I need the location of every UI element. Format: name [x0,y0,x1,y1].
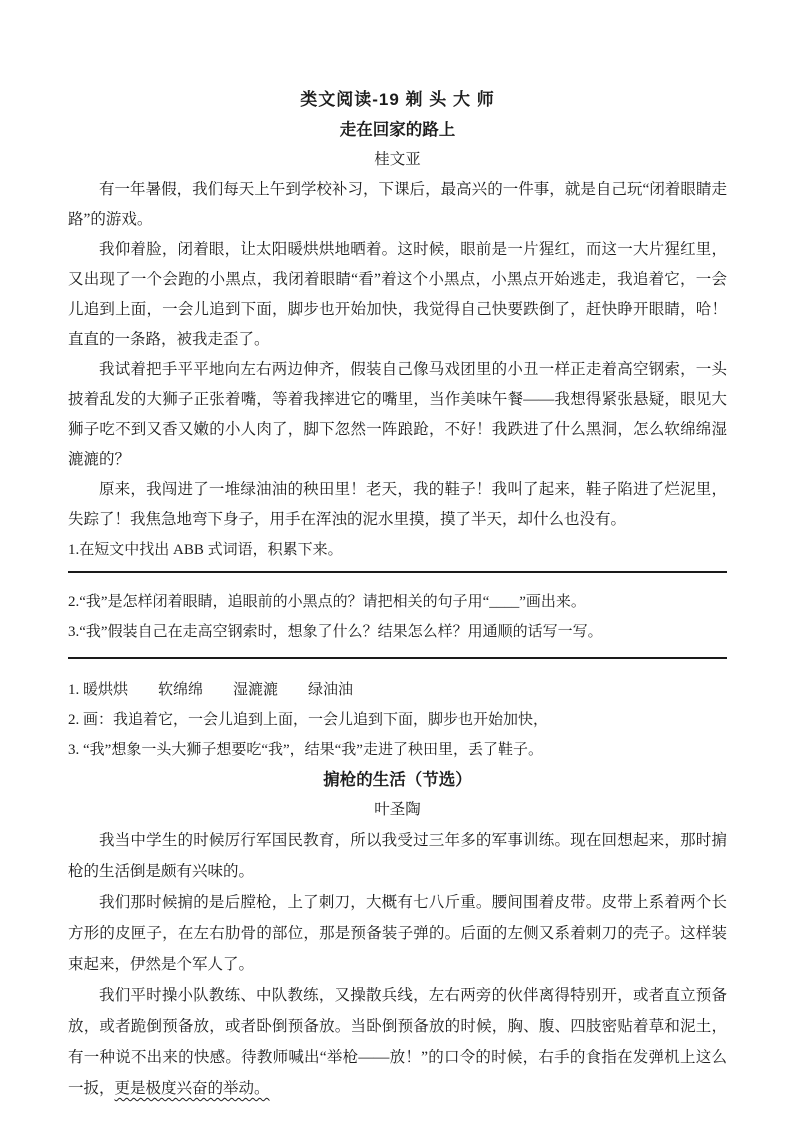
answer-key [68,659,727,765]
document-title: 类文阅读-19 剃 头 大 师 [300,90,495,109]
reading-passage-2 [68,765,727,1104]
body-paragraph: 我试着把手平平地向左右两边伸齐，假装自己像马戏团里的小丑一样正走着高空钢索，一头披着乱发的大狮子正张着嘴，等着我摔进它的嘴里，当作美味午餐——我想得紧张悬疑，眼见大狮子吃不到又香又嫩的小人肉了，脚下忽然一阵踉跄，不好！我跌进了什么黑洞，怎么软绵绵湿漉漉的？ [68,361,727,468]
question-1: 1.在短文中找出 ABB 式词语，积累下来。 [68,542,343,558]
body-paragraph: 原来，我闯进了一堆绿油油的秧田里！老天，我的鞋子！我叫了起来，鞋子陷进了烂泥里，失踪了！我焦急地弯下身子，用手在浑浊的泥水里摸，摸了半天，却什么也没有。 [68,481,727,528]
answer-1: 1. 暖烘烘 软绵绵 湿漉漉 绿油油 [68,682,354,698]
passage-1-author: 桂文亚 [374,151,421,168]
body-paragraph: 我当中学生的时候厉行军国民教育，所以我受过三年多的军事训练。现在回想起来，那时掮枪的生活倒是颇有兴味的。 [68,832,727,880]
question-box [68,571,727,659]
question-3: 3.“我”假装自己在走高空钢索时，想象了什么？结果怎么样？用通顺的话写一写。 [68,624,603,640]
passage-1-title: 走在回家的路上 [339,121,456,139]
body-paragraph: 我们那时候掮的是后膛枪，上了刺刀，大概有七八斤重。腰间围着皮带。皮带上系着两个长方形的皮匣子，在左右肋骨的部位，那是预备装子弹的。后面的左侧又系着刺刀的壳子。这样装束起来，伊然是个军人了。 [68,894,727,973]
answer-2: 2. 画：我追着它，一会儿追到上面，一会儿追到下面，脚步也开始加快， [68,712,549,728]
passage-2-title: 掮枪的生活（节选） [323,771,472,789]
paragraph-text: 我们平时操小队教练、中队教练，又操散兵线，左右两旁的伙伴离得特别开，或者直立预备放，或者跪倒预备放，或者卧倒预备放。当卧倒预备放的时候，胸、腹、四肢密贴着草和泥土，有一种说不出来的快感。待教师喊出“举枪——放！”的口令的时候，右手的食指在发弹机上这么一扳， [68,987,727,1097]
body-paragraph: 我仰着脸，闭着眼，让太阳暖烘烘地晒着。这时候，眼前是一片猩红，而这一大片猩红里，又出现了一个会跑的小黑点，我闭着眼睛“看”着这个小黑点，小黑点开始逃走，我追着它，一会儿追到上面，一会儿追到下面，脚步也开始加快，我觉得自己快要跌倒了，赶快睁开眼睛，哈！直直的一条路，被我走歪了。 [68,241,727,348]
answer-3: 3. “我”想象一头大狮子想要吃“我”，结果“我”走进了秧田里，丢了鞋子。 [68,742,543,758]
body-paragraph: 有一年暑假，我们每天上午到学校补习，下课后，最高兴的一件事，就是自己玩“闭着眼睛走路”的游戏。 [68,181,727,228]
question-2: 2.“我”是怎样闭着眼睛，追眼前的小黑点的？请把相关的句子用“____”画出来。 [68,594,586,610]
body-paragraph-with-wavy-underline [68,980,727,1104]
wavy-underlined-text: 更是极度兴奋的举动。 [114,1080,270,1097]
document-content [68,85,727,1104]
reading-passage-1 [68,115,727,765]
passage-2-author: 叶圣陶 [374,801,421,818]
